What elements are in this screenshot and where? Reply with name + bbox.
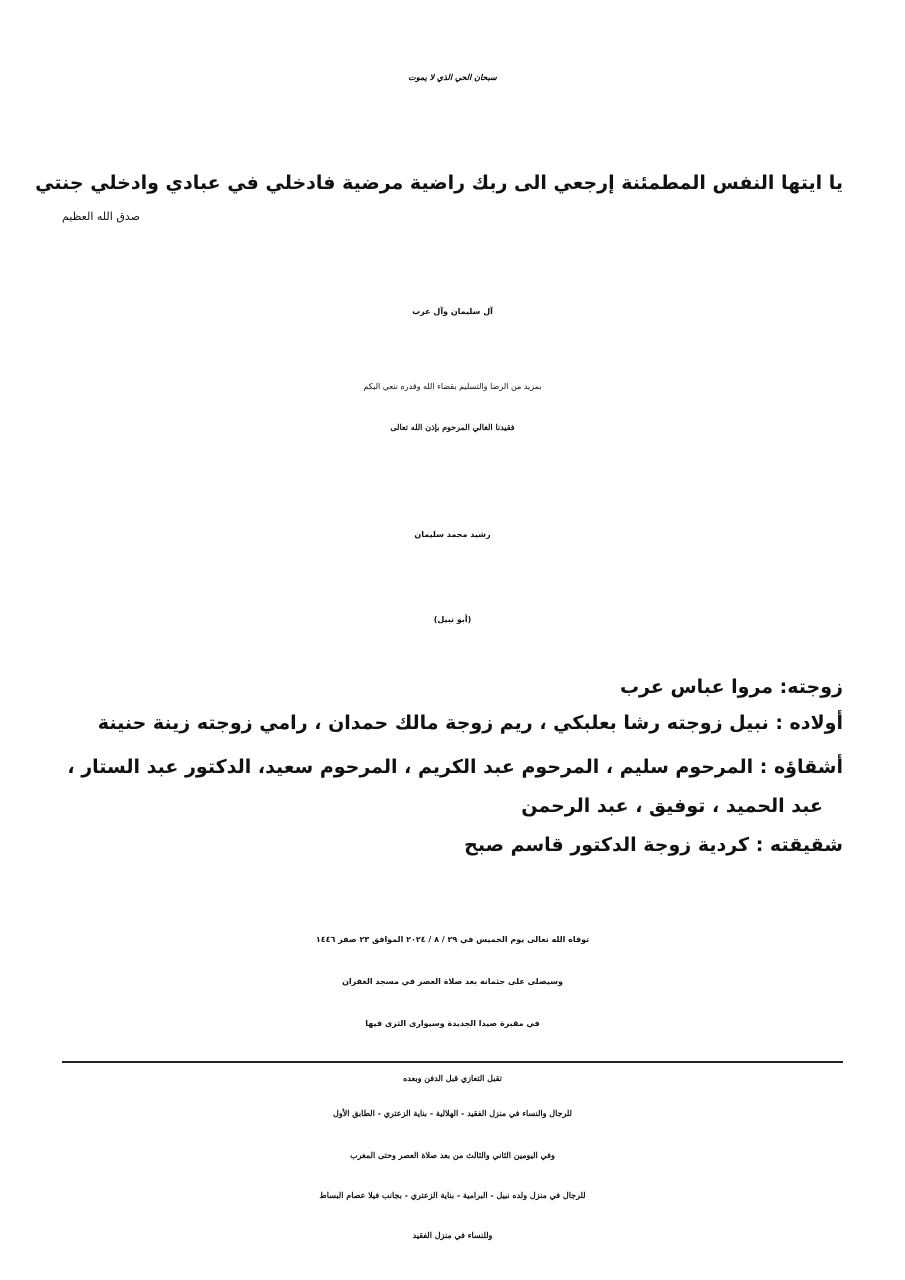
announcement-line-2: فقيدنا الغالي المرحوم بإذن الله تعالى — [390, 422, 515, 432]
condolences-line-3: وفي اليومين الثاني والثالث من بعد صلاة العصر وحتى المغرب — [350, 1150, 555, 1160]
relative-wife: زوجته: مروا عباس عرب — [619, 676, 843, 698]
relative-children: أولاده : نبيل زوجته رشا بعلبكي ، ريم زوجة مالك حمدان ، رامي زوجته زينة حنينة — [97, 712, 843, 734]
death-date-line: توفاه الله تعالى يوم الخميس في ٢٩ / ٨ / ٢٠٢٤ الموافق ٢٣ صفر ١٤٤٦ — [315, 935, 590, 944]
section-divider — [62, 1061, 843, 1063]
relative-brothers-continued: عبد الحميد ، توفيق ، عبد الرحمن — [521, 795, 823, 817]
announcement-line-1: بمزيد من الرضا والتسليم بقضاء الله وقدره ننعي اليكم — [363, 382, 542, 391]
quran-verse: يا ايتها النفس المطمئنة إرجعي الى ربك راضية مرضية فادخلي في عبادي وادخلي جنتي — [35, 172, 843, 194]
deceased-kunya: (أبو نبيل) — [433, 615, 472, 624]
burial-line: في مقبرة صيدا الجديدة وسيوارى الثرى فيها — [365, 1019, 540, 1028]
condolences-line-5: وللنساء في منزل الفقيد — [412, 1230, 493, 1240]
family-names: آل سليمان وآل عرب — [412, 307, 493, 316]
condolences-line-2: للرجال والنساء في منزل الفقيد - الهلالية - بناية الزعتري - الطابق الأول — [333, 1108, 572, 1118]
condolences-heading: تقبل التعازي قبل الدفن وبعده — [403, 1073, 502, 1083]
relative-brothers: أشقاؤه : المرحوم سليم ، المرحوم عبد الكريم ، المرحوم سعيد، الدكتور عبد الستار ، — [67, 756, 843, 778]
funeral-prayer-line: وسيصلى على جثمانه بعد صلاة العصر في مسجد الغفران — [342, 977, 563, 986]
relative-sister: شقيقته : كردية زوجة الدكتور قاسم صبح — [464, 834, 843, 856]
verse-source: صدق الله العظيم — [62, 210, 140, 223]
calligraphy-header: سبحان الحي الذي لا يموت — [408, 72, 497, 82]
deceased-name: رشيد محمد سليمان — [414, 530, 491, 539]
condolences-line-4: للرجال في منزل ولده نبيل - البرامية - بناية الزعتري - بجانب فيلا عصام البساط — [319, 1190, 586, 1200]
